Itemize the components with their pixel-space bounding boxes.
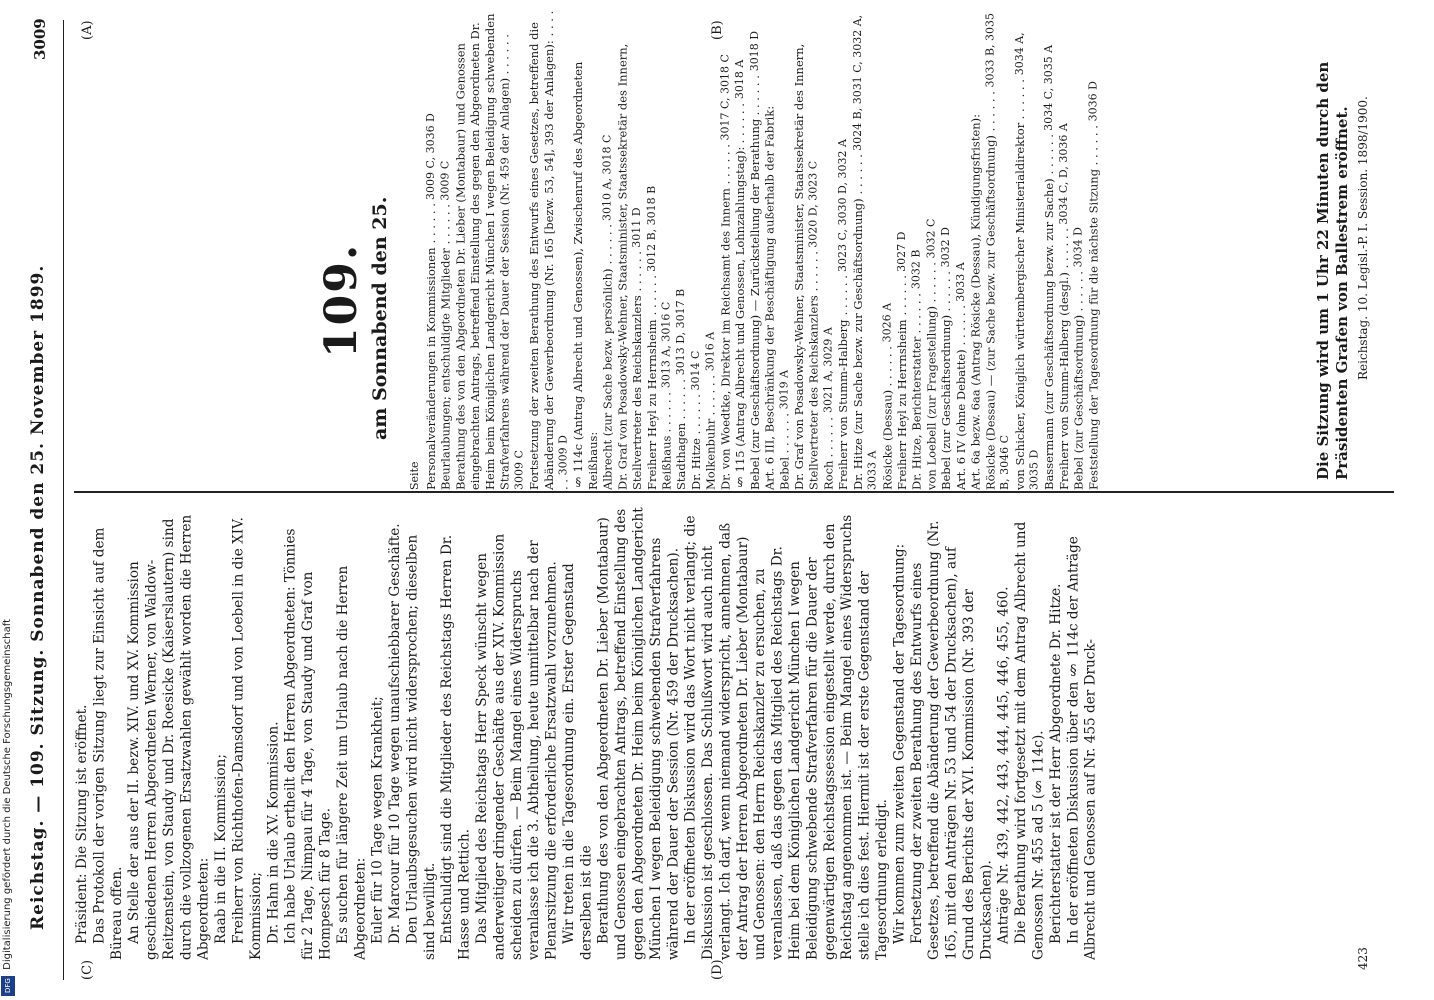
toc-entry-text: Dr. Hitze, Berichterstatter	[909, 336, 924, 490]
toc-entry-text: Personalveränderungen in Kommissionen	[424, 247, 438, 490]
body-paragraph: Es suchen für längere Zeit um Urlaub nach die Herren Abgeordneten:	[334, 565, 369, 960]
toc-leader-dots	[1072, 267, 1086, 315]
toc-entry	[1042, 10, 1057, 490]
toc-entry-text: Art. 6 III, Beschränkung der Beschäftigung außerhalb der Fabrik:	[762, 105, 777, 490]
toc-leader-dots	[1057, 225, 1071, 273]
toc-entry	[910, 10, 925, 490]
running-head: Reichstag. — 109. Sitzung. Sonnabend den 25. November 1899.	[28, 264, 48, 930]
right-column-text	[74, 505, 1364, 960]
body-paragraph: Die Berathung wird fortgesetzt mit dem Antrag Albrecht und Genossen Nr. 455 ad 5 (§ 114c).	[1013, 521, 1047, 960]
toc-leader-dots	[498, 34, 512, 78]
toc-entry	[954, 10, 969, 490]
body-paragraph: Berathung des von den Abgeordneten Dr. Lieber (Montabaur) und Genossen eingebrachten Antrags, betreffend Einstellung des gegen den Abgeordneten Dr. Heim beim Königlichen Landgericht München I wegen Beleidigung schwebenden Strafverfahrens während der Dauer der Session (Nr. 459 der Drucksachen).	[595, 507, 682, 960]
toc-entry	[1013, 10, 1042, 490]
toc-entry	[924, 10, 939, 490]
toc-entry-text: Bassermann (zur Geschäftsordnung bezw. zur Sache)	[1042, 178, 1057, 490]
toc-entry-page: 3034 C, 3035 A	[1042, 44, 1056, 131]
toc-entry-text: Rösicke (Dessau)	[880, 389, 895, 490]
page-number: 3009	[31, 18, 49, 60]
dfg-logo-icon	[1, 976, 15, 996]
seite-label: Seite	[408, 461, 421, 490]
body-paragraph: In der eröffneten Diskussion wird das Wort nicht verlangt; die Diskussion ist geschlossen. Das Schlußwort wird auch nicht verlangt. Ich darf, wenn niemand widerspricht, annehmen, daß der Antrag der Herren Abgeordneten Dr. Lieber (Montabaur) und Genossen: den Herrn Reichskanzler zu ersuchen, zu veranlassen, daß das gegen das Mitglied des Reichstags Dr. Heim bei dem Königlichen Landgericht München I wegen Beleidigung schwebende Strafverfahren für die Dauer der gegenwärtigen Reichstagssession eingestellt werde, durch den Reichstag angenommen ist. — Beim Mangel eines Widerspruchs stelle ich dies fest. Hiermit ist der erste Gegenstand der Tagesordnung erledigt.	[682, 514, 890, 960]
toc-entry-text: Bebel	[777, 456, 792, 490]
toc-entry	[527, 10, 571, 490]
toc-entry	[777, 10, 792, 490]
toc-entry-text: Feststellung der Tagesordnung für die nächste Sitzung	[1086, 168, 1101, 490]
session-title: 109.	[316, 242, 367, 358]
footer-page-number: 423	[1356, 947, 1370, 970]
margin-marker-d: (D)	[710, 959, 725, 980]
toc-entry	[969, 10, 984, 490]
toc-entry	[718, 10, 733, 490]
toc-entry-text: Bebel (zur Geschäftsordnung) — Zurückstellung der Berathung	[747, 118, 762, 490]
toc-entry-text: Dr. Graf von Posadowsky-Wehner, Staatsminister, Staatssekretär des Innern, Stellvertreter des Reichskanzlers	[791, 43, 821, 490]
body-paragraph: Wir treten in die Tagesordnung ein. Erster Gegenstand derselben ist die	[560, 562, 595, 960]
toc-leader-dots	[939, 267, 953, 315]
toc-entry-text: Bebel (zur Geschäftsordnung)	[1071, 314, 1086, 490]
toc-entry-text: Dr. von Woedtke, Direktor im Reichsamt des Innern	[718, 188, 733, 490]
body-paragraph: Dr. Marcour für 10 Tage wegen unaufschiebbarer Geschäfte.	[387, 523, 404, 944]
toc-leader-dots	[718, 141, 732, 189]
toc-entry-text: Roch	[821, 460, 836, 490]
toc-entry	[851, 10, 880, 490]
toc-entry-page: 3011 D	[630, 207, 644, 248]
toc-entry-text: von Schicker, Königlich württembergischer Ministerialdirektor	[1012, 122, 1027, 490]
toc-entry-text: Bebel (zur Geschäftsordnung)	[939, 314, 954, 490]
toc-entry-page: 3020 D, 3023 C	[806, 160, 820, 248]
body-paragraph: Dr. Hahn in die XV. Kommission.	[265, 721, 282, 944]
toc-entry-text: Molkenbuhr	[703, 418, 718, 490]
body-paragraph: Fortsetzung der zweiten Berathung des Entwurfs eines Gesetzes, betreffend die Abänderung der Gewerbeordnung (Nr. 165, mit den Anträgen Nr. 53 und 54 der Drucksachen), auf Grund des Berichts der XVI. Kommission (Nr. 393 der Drucksachen).	[908, 520, 995, 960]
toc-entry-page: 3036 D	[1086, 81, 1100, 122]
toc-leader-dots	[1086, 121, 1100, 169]
toc-entry-page: 3010 A, 3018 C	[600, 134, 614, 221]
toc-entry-page: 3012 B, 3018 B	[644, 185, 658, 272]
toc-entry	[880, 10, 895, 490]
toc-leader-dots	[645, 272, 659, 320]
toc-entry	[733, 10, 748, 490]
toc-entry-page: 3017 C, 3018 C	[718, 54, 732, 141]
toc-leader-dots	[1042, 131, 1056, 179]
toc-leader-dots	[660, 388, 674, 436]
toc-entry-text: Freiherr von Stumm-Halberg (desgl.)	[1056, 272, 1071, 490]
footer-legislature: Reichstag. 10. Legisl.-P. I. Session. 1898/1900.	[1356, 96, 1370, 380]
toc-entry-text: Stadthagen	[674, 422, 689, 490]
toc-entry	[453, 10, 527, 490]
toc-entry-page: 3009 D	[556, 435, 570, 476]
body-paragraph: Den Urlaubsgesuchen wird nicht widersprochen; dieselben sind bewilligt.	[404, 534, 438, 960]
toc-entry-page: 3018 A	[733, 59, 747, 100]
toc-entry-text: Dr. Graf von Posadowsky-Wehner, Staatsminister, Staatssekretär des Innern, Stellvertreter des Reichskanzlers	[615, 43, 645, 490]
toc-leader-dots	[674, 375, 688, 423]
toc-entry-page: 3024 B, 3031 C, 3032 A, 3033 A	[850, 14, 879, 490]
toc-entry	[1072, 10, 1087, 490]
toc-entry-page: 3013 A, 3016 C	[659, 301, 673, 389]
toc-entry	[763, 10, 778, 490]
toc-entry-text: Beurlaubungen; entschuldigte Mitglieder	[438, 248, 453, 490]
toc-entry-page: 3009 C	[512, 450, 526, 490]
toc-entry-page: 3014 C	[688, 350, 702, 391]
toc-entry	[424, 10, 439, 490]
toc-column	[424, 10, 1314, 490]
toc-leader-dots	[910, 289, 924, 337]
body-paragraph: Freiherr von Richthofen-Damsdorf und von Loebell in die XIV. Kommission;	[230, 516, 264, 960]
toc-entry	[689, 10, 704, 490]
toc-entry	[1086, 10, 1101, 490]
toc-entry	[983, 10, 1012, 490]
toc-entry-text: § 114c (Antrag Albrecht und Genossen), Zwischenruf des Abgeordneten Reißhaus:	[571, 61, 600, 490]
body-paragraph: Berichterstatter ist der Herr Abgeordnete Dr. Hitze.	[1047, 583, 1064, 944]
toc-entry-page: 3018 D	[747, 30, 761, 72]
toc-leader-dots	[601, 221, 615, 269]
toc-leader-dots	[836, 272, 850, 320]
toc-entry-page: 3009 C	[438, 160, 452, 201]
body-paragraph: In der eröffneten Diskussion über den § 114c der Anträge Albrecht und Genossen auf Nr. 455 der Druck-	[1065, 535, 1099, 960]
body-paragraph: Entschuldigt sind die Mitglieder des Reichstags Herren Dr. Hasse und Rettich.	[439, 534, 473, 960]
toc-entry-page: 3027 D	[895, 231, 908, 272]
toc-leader-dots	[748, 71, 762, 119]
body-paragraph: Euler für 10 Tage wegen Krankheit;	[369, 695, 386, 944]
toc-entry-page: 3026 A	[880, 302, 894, 343]
margin-marker-a: (A)	[80, 20, 95, 40]
dfg-logo-text: DFG	[4, 978, 12, 994]
toc-entry-page: 3032 C	[924, 218, 938, 259]
body-paragraph: An Stelle der aus der II. bezw. XIV. und XV. Kommission geschiedenen Herren Abgeordneten Werner, von Waldow-Reitzenstein, von Staudy und Dr. Roesicke (Kaiserslautern) sind durch die vollzogenen Ersatzwahlen gewählt worden die Herren Abgeordneten:	[126, 514, 212, 960]
toc-entry-page: 3033 A	[953, 262, 967, 302]
toc-entry	[571, 10, 600, 490]
toc-entry-text: Dr. Hitze	[688, 438, 703, 490]
toc-entry	[660, 10, 675, 490]
body-paragraph: Ich habe Urlaub ertheilt den Herren Abgeordneten: Tönnies für 2 Tage, Nimpau für 4 Tage, von Staudy und Graf von Hompesch für 8 Tage.	[282, 528, 334, 960]
toc-entry-page: 3032 B	[909, 249, 923, 290]
toc-entry	[895, 10, 910, 490]
toc-leader-dots	[924, 258, 938, 306]
margin-marker-c: (C)	[80, 959, 95, 980]
toc-entry-text: Art. 6 IV (ohne Debatte)	[953, 349, 968, 490]
toc-entry-text: § 115 (Antrag Albrecht und Genossen, Lohnzahlungstag):	[733, 146, 748, 490]
toc-entry-text: Freiherr Heyl zu Herrnsheim	[895, 319, 909, 490]
toc-leader-dots	[807, 248, 821, 296]
toc-entry-page: 3016 A	[703, 331, 717, 372]
toc-leader-dots	[1013, 75, 1027, 123]
toc-entry-text: Rösicke (Dessau) — (zur Sache bezw. zur Geschäftsordnung)	[983, 135, 998, 490]
toc-entry-page: 3034 D	[1071, 227, 1085, 268]
body-paragraph: Präsident: Die Sitzung ist eröffnet.	[74, 704, 90, 944]
toc-entry-page: 3034 C, D, 3036 A	[1056, 123, 1070, 225]
toc-entry-page: 3019 A	[777, 369, 791, 410]
opening-statement: Die Sitzung wird um 1 Uhr 22 Minuten durch den Präsidenten Grafen von Ballestrem eröffnet.	[1314, 61, 1352, 480]
session-subtitle: am Sonnabend den 25.	[369, 196, 391, 440]
toc-entry-text: Art. 6a bezw. 6aa (Antrag Rösicke (Dessau), Kündigungsfristen):	[968, 113, 983, 490]
header-rule	[63, 20, 64, 980]
toc-entry-text: Reißhaus	[659, 435, 674, 490]
body-paragraph: Raab in die II. Kommission;	[213, 753, 230, 944]
toc-leader-dots	[983, 88, 997, 136]
toc-leader-dots	[777, 409, 791, 457]
toc-entry-page: 3034 A, 3035 D	[1012, 32, 1041, 490]
toc-leader-dots	[704, 371, 718, 419]
digitization-note: Digitalisierung gefördert durch die Deutsche Forschungsgemeinschaft	[2, 619, 13, 970]
toc-entry-page: 3009 C, 3036 D	[424, 113, 437, 200]
column-divider-horizontal	[74, 491, 1394, 493]
toc-leader-dots	[954, 302, 968, 350]
toc-entry-text: Berathung des von den Abgeordneten Dr. Lieber (Montabaur) und Genossen eingebrachten Antrags, betreffend Einstellung des gegen den Abgeordneten Dr. Heim beim Königlichen Landgericht München I wegen Beleidigung schwebenden Strafverfahrens während der Dauer der Session (Nr. 459 der Anlagen)	[453, 13, 512, 490]
toc-entry-text: Fortsetzung der zweiten Berathung des Entwurfs eines Gesetzes, betreffend die Abänderung der Gewerbeordnung (Nr. 165 [bezw. 53, 54], 393 der Anlagen):	[527, 22, 556, 490]
toc-entry	[748, 10, 763, 490]
toc-entry-text: Dr. Hitze (zur Sache bezw. zur Geschäftsordnung)	[850, 198, 865, 490]
toc-entry	[645, 10, 660, 490]
toc-entry	[821, 10, 836, 490]
toc-entry-page: 3033 B, 3035 B, 3046 C	[983, 12, 1012, 490]
toc-entry	[439, 10, 454, 490]
toc-entry-page: 3013 D, 3017 B	[674, 288, 688, 376]
toc-leader-dots	[689, 391, 703, 439]
toc-entry	[1057, 10, 1072, 490]
digitization-strip	[0, 0, 18, 1000]
toc-entry	[836, 10, 851, 490]
toc-entry-text: Freiherr Heyl zu Herrnsheim	[644, 319, 659, 490]
toc-entry-text: von Loebell (zur Fragestellung)	[924, 306, 939, 490]
toc-leader-dots	[630, 248, 644, 296]
body-paragraph: Das Mitglied des Reichstags Herr Speck wünscht wegen anderweitiger dringender Geschäfte aus der XIV. Kommission scheiden zu dürfen. — Beim Mangel eines Widerspruchs veranlasse ich die 3. Abtheilung, heute unmittelbar nach der Plenarsitzung die erforderliche Ersatzwahl vorzunehmen.	[473, 533, 560, 960]
margin-marker-b: (B)	[710, 20, 725, 40]
toc-entry-text: Albrecht (zur Sache bezw. persönlich)	[600, 268, 615, 490]
toc-leader-dots	[821, 413, 835, 461]
toc-entry	[674, 10, 689, 490]
toc-leader-dots	[851, 151, 865, 199]
body-paragraph: Das Protokoll der vorigen Sitzung liegt zur Einsicht auf dem Büreau offen.	[91, 527, 125, 960]
toc-entry-page: 3023 C, 3030 D, 3032 A	[836, 139, 850, 272]
toc-entry	[704, 10, 719, 490]
toc-entry-page: 3032 D	[939, 227, 953, 268]
toc-entry-page: 3021 A, 3029 A	[821, 327, 835, 414]
toc-leader-dots	[439, 201, 453, 249]
toc-entry	[792, 10, 821, 490]
toc-entry	[939, 10, 954, 490]
toc-leader-dots	[733, 99, 747, 147]
body-paragraph: Wir kommen zum zweiten Gegenstand der Tagesordnung:	[891, 543, 908, 944]
body-paragraph: Anträge Nr. 439, 442, 443, 444, 445, 446, 455, 460.	[995, 586, 1012, 944]
toc-leader-dots	[880, 342, 894, 390]
toc-leader-dots	[424, 200, 438, 248]
toc-leader-dots	[895, 272, 909, 320]
toc-entry	[601, 10, 616, 490]
toc-entry-text: Freiherr von Stumm-Halberg	[836, 319, 851, 490]
toc-entry	[615, 10, 644, 490]
